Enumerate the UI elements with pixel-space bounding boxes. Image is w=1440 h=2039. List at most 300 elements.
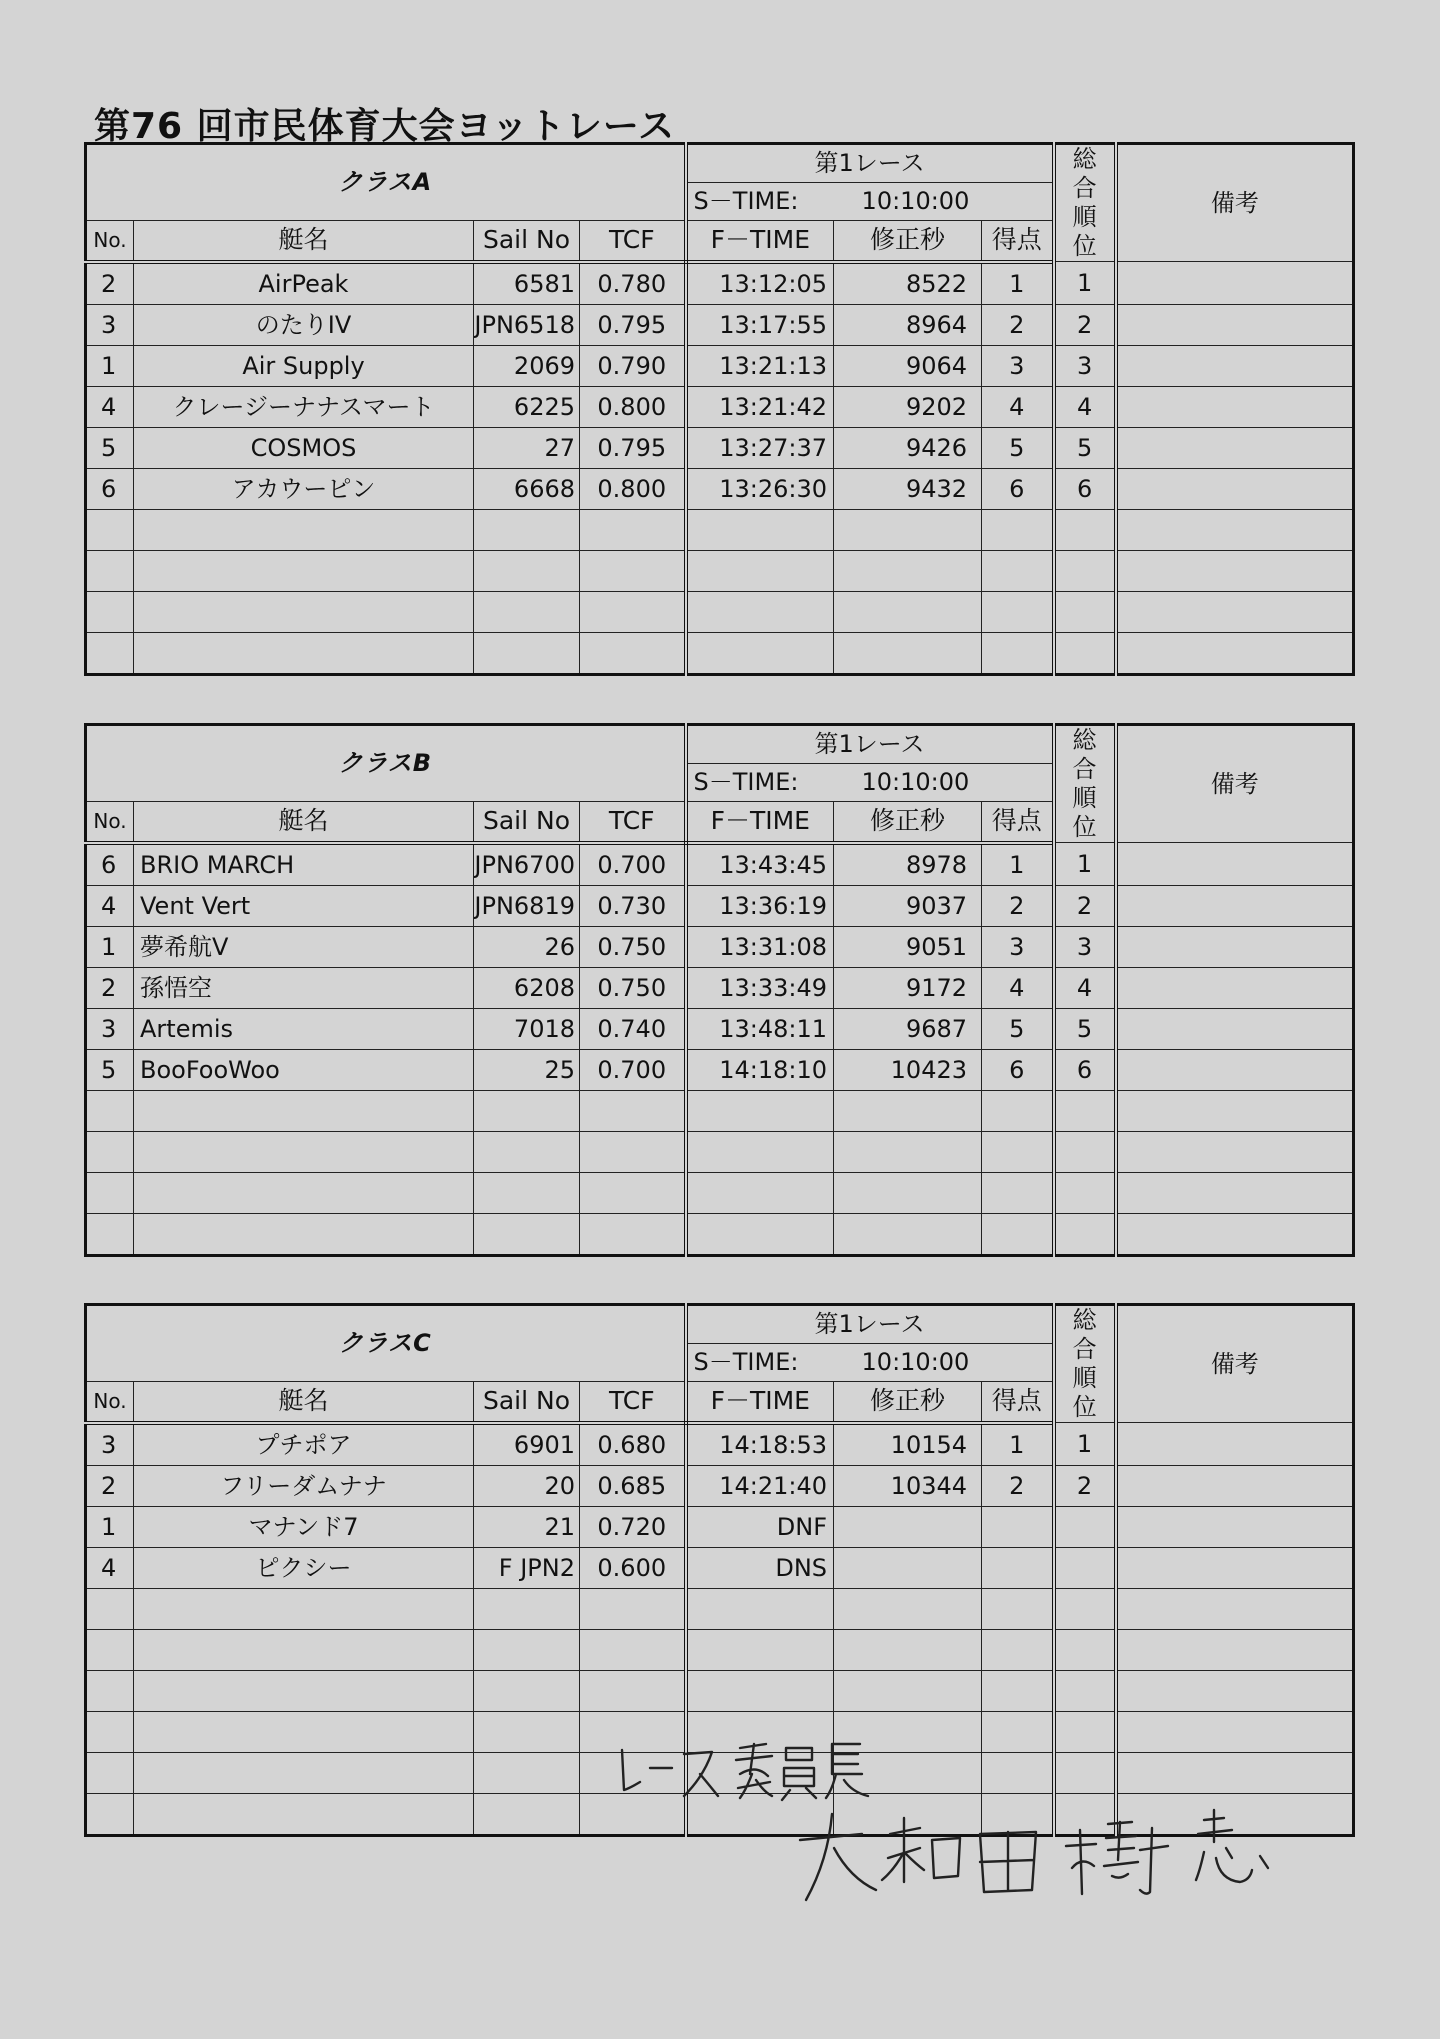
cell-points: 5 (982, 427, 1054, 468)
cell-no: 4 (86, 885, 134, 926)
table-row (86, 1008, 1354, 1049)
table-row (86, 509, 1354, 550)
col-points-header: 得点 (982, 221, 1054, 262)
col-corrected-header: 修正秒 (834, 221, 982, 262)
cell-points: 3 (982, 345, 1054, 386)
cell-notes (1116, 1213, 1354, 1255)
notes-header: 備考 (1116, 1305, 1354, 1423)
cell-sail (474, 1172, 580, 1213)
cell-points: 4 (982, 967, 1054, 1008)
cell-notes (1116, 591, 1354, 632)
cell-no (86, 550, 134, 591)
cell-sail: 6901 (474, 1423, 580, 1466)
cell-rank: 2 (1054, 304, 1116, 345)
cell-no: 1 (86, 1506, 134, 1547)
cell-tcf: 0.730 (580, 885, 686, 926)
cell-tcf (580, 1588, 686, 1629)
cell-rank (1054, 591, 1116, 632)
col-no-header: No. (86, 802, 134, 843)
cell-sail: JPN6700 (474, 843, 580, 886)
cell-corrected: 9037 (834, 885, 982, 926)
cell-ftime (686, 1588, 834, 1629)
cell-ftime: 13:36:19 (686, 885, 834, 926)
cell-boat (134, 632, 474, 674)
cell-boat: クレージーナナスマート (134, 386, 474, 427)
cell-points: 4 (982, 386, 1054, 427)
cell-no: 1 (86, 926, 134, 967)
cell-notes (1116, 262, 1354, 305)
cell-tcf (580, 1131, 686, 1172)
rank-header-char: 位 (1072, 813, 1097, 841)
cell-notes (1116, 1090, 1354, 1131)
cell-boat: アカウーピン (134, 468, 474, 509)
cell-ftime (686, 1213, 834, 1255)
cell-sail (474, 1090, 580, 1131)
cell-boat: 孫悟空 (134, 967, 474, 1008)
cell-points (982, 632, 1054, 674)
cell-boat (134, 509, 474, 550)
cell-notes (1116, 1172, 1354, 1213)
table-row (86, 345, 1354, 386)
cell-sail (474, 632, 580, 674)
cell-points: 3 (982, 926, 1054, 967)
table-row (86, 1423, 1354, 1466)
cell-corrected (834, 1131, 982, 1172)
cell-sail: JPN6819 (474, 885, 580, 926)
cell-no (86, 1752, 134, 1793)
table-row (86, 1588, 1354, 1629)
cell-boat (134, 1090, 474, 1131)
cell-sail: 2069 (474, 345, 580, 386)
cell-ftime: 13:48:11 (686, 1008, 834, 1049)
start-time-value: 10:10:00 (861, 768, 970, 797)
cell-ftime: 13:21:13 (686, 345, 834, 386)
rank-header-char: 合 (1072, 1335, 1097, 1363)
rank-header-char: 順 (1072, 203, 1097, 231)
cell-ftime: 14:18:53 (686, 1423, 834, 1466)
table-row (86, 967, 1354, 1008)
table-row (86, 1090, 1354, 1131)
cell-notes (1116, 386, 1354, 427)
cell-notes (1116, 427, 1354, 468)
rank-header-char: 位 (1072, 1393, 1097, 1421)
cell-notes (1116, 345, 1354, 386)
rank-header-char: 総 (1072, 726, 1097, 754)
cell-corrected (834, 1547, 982, 1588)
cell-sail: 20 (474, 1465, 580, 1506)
cell-tcf (580, 1213, 686, 1255)
cell-corrected: 10423 (834, 1049, 982, 1090)
cell-sail: 27 (474, 427, 580, 468)
cell-no (86, 1090, 134, 1131)
cell-ftime: DNF (686, 1506, 834, 1547)
cell-corrected (834, 1213, 982, 1255)
rank-header-char: 位 (1072, 232, 1097, 260)
table-row (86, 1172, 1354, 1213)
cell-rank (1054, 632, 1116, 674)
cell-sail: JPN6518 (474, 304, 580, 345)
table-row (86, 386, 1354, 427)
race-name: 第1レース (686, 725, 1054, 764)
cell-notes (1116, 1588, 1354, 1629)
cell-sail: 6225 (474, 386, 580, 427)
table-row (86, 1213, 1354, 1255)
cell-points: 6 (982, 468, 1054, 509)
cell-tcf: 0.800 (580, 386, 686, 427)
cell-points: 1 (982, 1423, 1054, 1466)
cell-points: 1 (982, 843, 1054, 886)
cell-tcf (580, 1172, 686, 1213)
notes-header: 備考 (1116, 725, 1354, 843)
cell-corrected (834, 1172, 982, 1213)
cell-notes (1116, 885, 1354, 926)
col-no-header: No. (86, 221, 134, 262)
cell-boat: 夢希航V (134, 926, 474, 967)
cell-no (86, 1213, 134, 1255)
race-name: 第1レース (686, 1305, 1054, 1344)
cell-notes (1116, 1008, 1354, 1049)
col-no-header: No. (86, 1382, 134, 1423)
cell-boat (134, 1629, 474, 1670)
cell-points (982, 1670, 1054, 1711)
rank-header-char: 順 (1072, 1364, 1097, 1392)
cell-no (86, 509, 134, 550)
cell-ftime: DNS (686, 1547, 834, 1588)
cell-points (982, 1131, 1054, 1172)
cell-tcf: 0.680 (580, 1423, 686, 1466)
cell-sail (474, 1629, 580, 1670)
cell-no: 4 (86, 1547, 134, 1588)
table-row (86, 885, 1354, 926)
rank-header-char: 合 (1072, 174, 1097, 202)
cell-rank (1054, 1213, 1116, 1255)
table-row (86, 1049, 1354, 1090)
cell-no (86, 591, 134, 632)
cell-points (982, 1629, 1054, 1670)
overall-rank-header (1054, 1305, 1116, 1423)
cell-notes (1116, 1629, 1354, 1670)
cell-sail (474, 509, 580, 550)
cell-boat: Air Supply (134, 345, 474, 386)
cell-ftime: 14:21:40 (686, 1465, 834, 1506)
cell-boat: Artemis (134, 1008, 474, 1049)
cell-corrected: 9426 (834, 427, 982, 468)
overall-rank-header (1054, 725, 1116, 843)
cell-boat: ピクシー (134, 1547, 474, 1588)
cell-sail: 26 (474, 926, 580, 967)
cell-ftime (686, 1172, 834, 1213)
cell-tcf: 0.795 (580, 304, 686, 345)
cell-sail (474, 1131, 580, 1172)
cell-no: 3 (86, 1008, 134, 1049)
cell-rank: 2 (1054, 1465, 1116, 1506)
cell-notes (1116, 1049, 1354, 1090)
cell-no (86, 632, 134, 674)
cell-no (86, 1711, 134, 1752)
cell-corrected: 10154 (834, 1423, 982, 1466)
cell-no: 5 (86, 1049, 134, 1090)
cell-boat (134, 1131, 474, 1172)
cell-corrected (834, 1588, 982, 1629)
cell-rank: 3 (1054, 345, 1116, 386)
cell-no: 2 (86, 1465, 134, 1506)
cell-ftime: 14:18:10 (686, 1049, 834, 1090)
start-time (686, 1344, 1054, 1382)
col-boat-header: 艇名 (134, 802, 474, 843)
cell-no: 3 (86, 304, 134, 345)
class-results-table (84, 142, 1355, 676)
cell-no: 1 (86, 345, 134, 386)
cell-boat (134, 591, 474, 632)
cell-points: 1 (982, 262, 1054, 305)
start-time-value: 10:10:00 (861, 187, 970, 216)
cell-ftime: 13:17:55 (686, 304, 834, 345)
cell-points: 2 (982, 1465, 1054, 1506)
table-row (86, 1465, 1354, 1506)
cell-corrected: 9202 (834, 386, 982, 427)
cell-ftime: 13:12:05 (686, 262, 834, 305)
cell-tcf (580, 1629, 686, 1670)
class-results-table (84, 723, 1355, 1257)
cell-ftime: 13:27:37 (686, 427, 834, 468)
cell-notes (1116, 468, 1354, 509)
cell-rank: 4 (1054, 967, 1116, 1008)
cell-sail: 6581 (474, 262, 580, 305)
cell-no (86, 1588, 134, 1629)
notes-header: 備考 (1116, 144, 1354, 262)
cell-sail (474, 550, 580, 591)
cell-sail: 6668 (474, 468, 580, 509)
class-name: クラスA (86, 144, 686, 221)
cell-boat (134, 1213, 474, 1255)
table-row (86, 262, 1354, 305)
cell-no (86, 1629, 134, 1670)
table-row (86, 468, 1354, 509)
cell-tcf: 0.750 (580, 926, 686, 967)
cell-boat: プチポア (134, 1423, 474, 1466)
col-tcf-header: TCF (580, 1382, 686, 1423)
cell-boat (134, 1752, 474, 1793)
cell-no: 4 (86, 386, 134, 427)
cell-rank: 5 (1054, 427, 1116, 468)
cell-sail (474, 1793, 580, 1835)
cell-tcf: 0.685 (580, 1465, 686, 1506)
col-sail-header: Sail No (474, 802, 580, 843)
cell-no: 6 (86, 468, 134, 509)
cell-tcf (580, 1670, 686, 1711)
cell-ftime (686, 1670, 834, 1711)
col-points-header: 得点 (982, 1382, 1054, 1423)
cell-ftime (686, 1131, 834, 1172)
cell-boat (134, 1172, 474, 1213)
cell-boat (134, 1670, 474, 1711)
col-tcf-header: TCF (580, 221, 686, 262)
cell-tcf: 0.790 (580, 345, 686, 386)
cell-rank (1054, 1090, 1116, 1131)
cell-tcf: 0.750 (580, 967, 686, 1008)
cell-sail (474, 1752, 580, 1793)
cell-rank: 6 (1054, 1049, 1116, 1090)
cell-sail: 7018 (474, 1008, 580, 1049)
cell-no: 3 (86, 1423, 134, 1466)
cell-corrected: 9687 (834, 1008, 982, 1049)
cell-sail (474, 1588, 580, 1629)
col-corrected-header: 修正秒 (834, 1382, 982, 1423)
cell-notes (1116, 1423, 1354, 1466)
col-sail-header: Sail No (474, 1382, 580, 1423)
cell-sail (474, 1670, 580, 1711)
cell-tcf (580, 632, 686, 674)
cell-points (982, 1090, 1054, 1131)
cell-sail (474, 591, 580, 632)
cell-corrected (834, 1670, 982, 1711)
cell-ftime (686, 591, 834, 632)
cell-boat (134, 1588, 474, 1629)
cell-rank: 1 (1054, 262, 1116, 305)
cell-ftime: 13:21:42 (686, 386, 834, 427)
table-row (86, 550, 1354, 591)
cell-rank: 6 (1054, 468, 1116, 509)
table-row (86, 1670, 1354, 1711)
col-boat-header: 艇名 (134, 1382, 474, 1423)
cell-ftime (686, 1629, 834, 1670)
rank-header-char: 総 (1072, 145, 1097, 173)
table-row (86, 304, 1354, 345)
cell-notes (1116, 304, 1354, 345)
cell-ftime (686, 509, 834, 550)
cell-notes (1116, 926, 1354, 967)
table-row (86, 1131, 1354, 1172)
cell-points (982, 1213, 1054, 1255)
cell-tcf: 0.700 (580, 843, 686, 886)
cell-corrected (834, 550, 982, 591)
cell-no: 5 (86, 427, 134, 468)
cell-notes (1116, 1670, 1354, 1711)
cell-tcf: 0.700 (580, 1049, 686, 1090)
cell-tcf: 0.740 (580, 1008, 686, 1049)
table-row (86, 427, 1354, 468)
cell-corrected: 9172 (834, 967, 982, 1008)
cell-rank (1054, 550, 1116, 591)
cell-corrected (834, 509, 982, 550)
class-name: クラスC (86, 1305, 686, 1382)
col-corrected-header: 修正秒 (834, 802, 982, 843)
table-row (86, 1629, 1354, 1670)
table-row (86, 591, 1354, 632)
cell-rank: 2 (1054, 885, 1116, 926)
signature-title-handwriting (622, 1744, 868, 1800)
cell-boat (134, 550, 474, 591)
cell-points: 5 (982, 1008, 1054, 1049)
cell-points (982, 1172, 1054, 1213)
cell-corrected: 8978 (834, 843, 982, 886)
cell-ftime: 13:43:45 (686, 843, 834, 886)
cell-rank (1054, 1506, 1116, 1547)
cell-points: 6 (982, 1049, 1054, 1090)
col-ftime-header: F－TIME (686, 1382, 834, 1423)
cell-tcf: 0.800 (580, 468, 686, 509)
cell-tcf (580, 509, 686, 550)
col-points-header: 得点 (982, 802, 1054, 843)
cell-rank: 1 (1054, 1423, 1116, 1466)
document-title: 第76 回市民体育大会ヨットレース (94, 106, 676, 147)
cell-no: 2 (86, 967, 134, 1008)
cell-points: 2 (982, 885, 1054, 926)
cell-notes (1116, 1547, 1354, 1588)
start-time-value: 10:10:00 (861, 1348, 970, 1377)
cell-no (86, 1670, 134, 1711)
col-tcf-header: TCF (580, 802, 686, 843)
start-time (686, 183, 1054, 221)
cell-boat (134, 1793, 474, 1835)
cell-no (86, 1131, 134, 1172)
cell-corrected (834, 1506, 982, 1547)
signature-name-handwriting (800, 1810, 1268, 1900)
cell-corrected: 8522 (834, 262, 982, 305)
cell-tcf (580, 1090, 686, 1131)
cell-no: 6 (86, 843, 134, 886)
handwritten-signature (600, 1730, 1400, 1930)
col-boat-header: 艇名 (134, 221, 474, 262)
cell-rank: 3 (1054, 926, 1116, 967)
cell-rank (1054, 509, 1116, 550)
cell-boat: フリーダムナナ (134, 1465, 474, 1506)
cell-sail: 21 (474, 1506, 580, 1547)
class-name: クラスB (86, 725, 686, 802)
cell-boat: マナンド7 (134, 1506, 474, 1547)
cell-sail: 25 (474, 1049, 580, 1090)
cell-tcf: 0.600 (580, 1547, 686, 1588)
cell-ftime (686, 550, 834, 591)
cell-rank: 4 (1054, 386, 1116, 427)
cell-rank (1054, 1588, 1116, 1629)
overall-rank-header (1054, 144, 1116, 262)
cell-sail (474, 1213, 580, 1255)
col-sail-header: Sail No (474, 221, 580, 262)
cell-rank: 1 (1054, 843, 1116, 886)
cell-tcf: 0.780 (580, 262, 686, 305)
cell-rank (1054, 1547, 1116, 1588)
cell-points (982, 509, 1054, 550)
cell-points (982, 550, 1054, 591)
cell-boat: BooFooWoo (134, 1049, 474, 1090)
cell-notes (1116, 1506, 1354, 1547)
cell-ftime: 13:26:30 (686, 468, 834, 509)
cell-boat: COSMOS (134, 427, 474, 468)
cell-points (982, 1506, 1054, 1547)
cell-boat: のたりIV (134, 304, 474, 345)
cell-sail: F JPN2 (474, 1547, 580, 1588)
col-ftime-header: F－TIME (686, 221, 834, 262)
start-time-label: S－TIME: (693, 1348, 799, 1377)
table-row (86, 843, 1354, 886)
table-row (86, 632, 1354, 674)
cell-tcf (580, 591, 686, 632)
cell-boat (134, 1711, 474, 1752)
table-row (86, 926, 1354, 967)
cell-corrected: 9051 (834, 926, 982, 967)
race-name: 第1レース (686, 144, 1054, 183)
cell-no: 2 (86, 262, 134, 305)
cell-corrected: 10344 (834, 1465, 982, 1506)
cell-ftime (686, 1090, 834, 1131)
cell-notes (1116, 509, 1354, 550)
rank-header-char: 合 (1072, 755, 1097, 783)
cell-ftime: 13:31:08 (686, 926, 834, 967)
start-time-label: S－TIME: (693, 768, 799, 797)
cell-corrected (834, 1629, 982, 1670)
cell-rank (1054, 1629, 1116, 1670)
